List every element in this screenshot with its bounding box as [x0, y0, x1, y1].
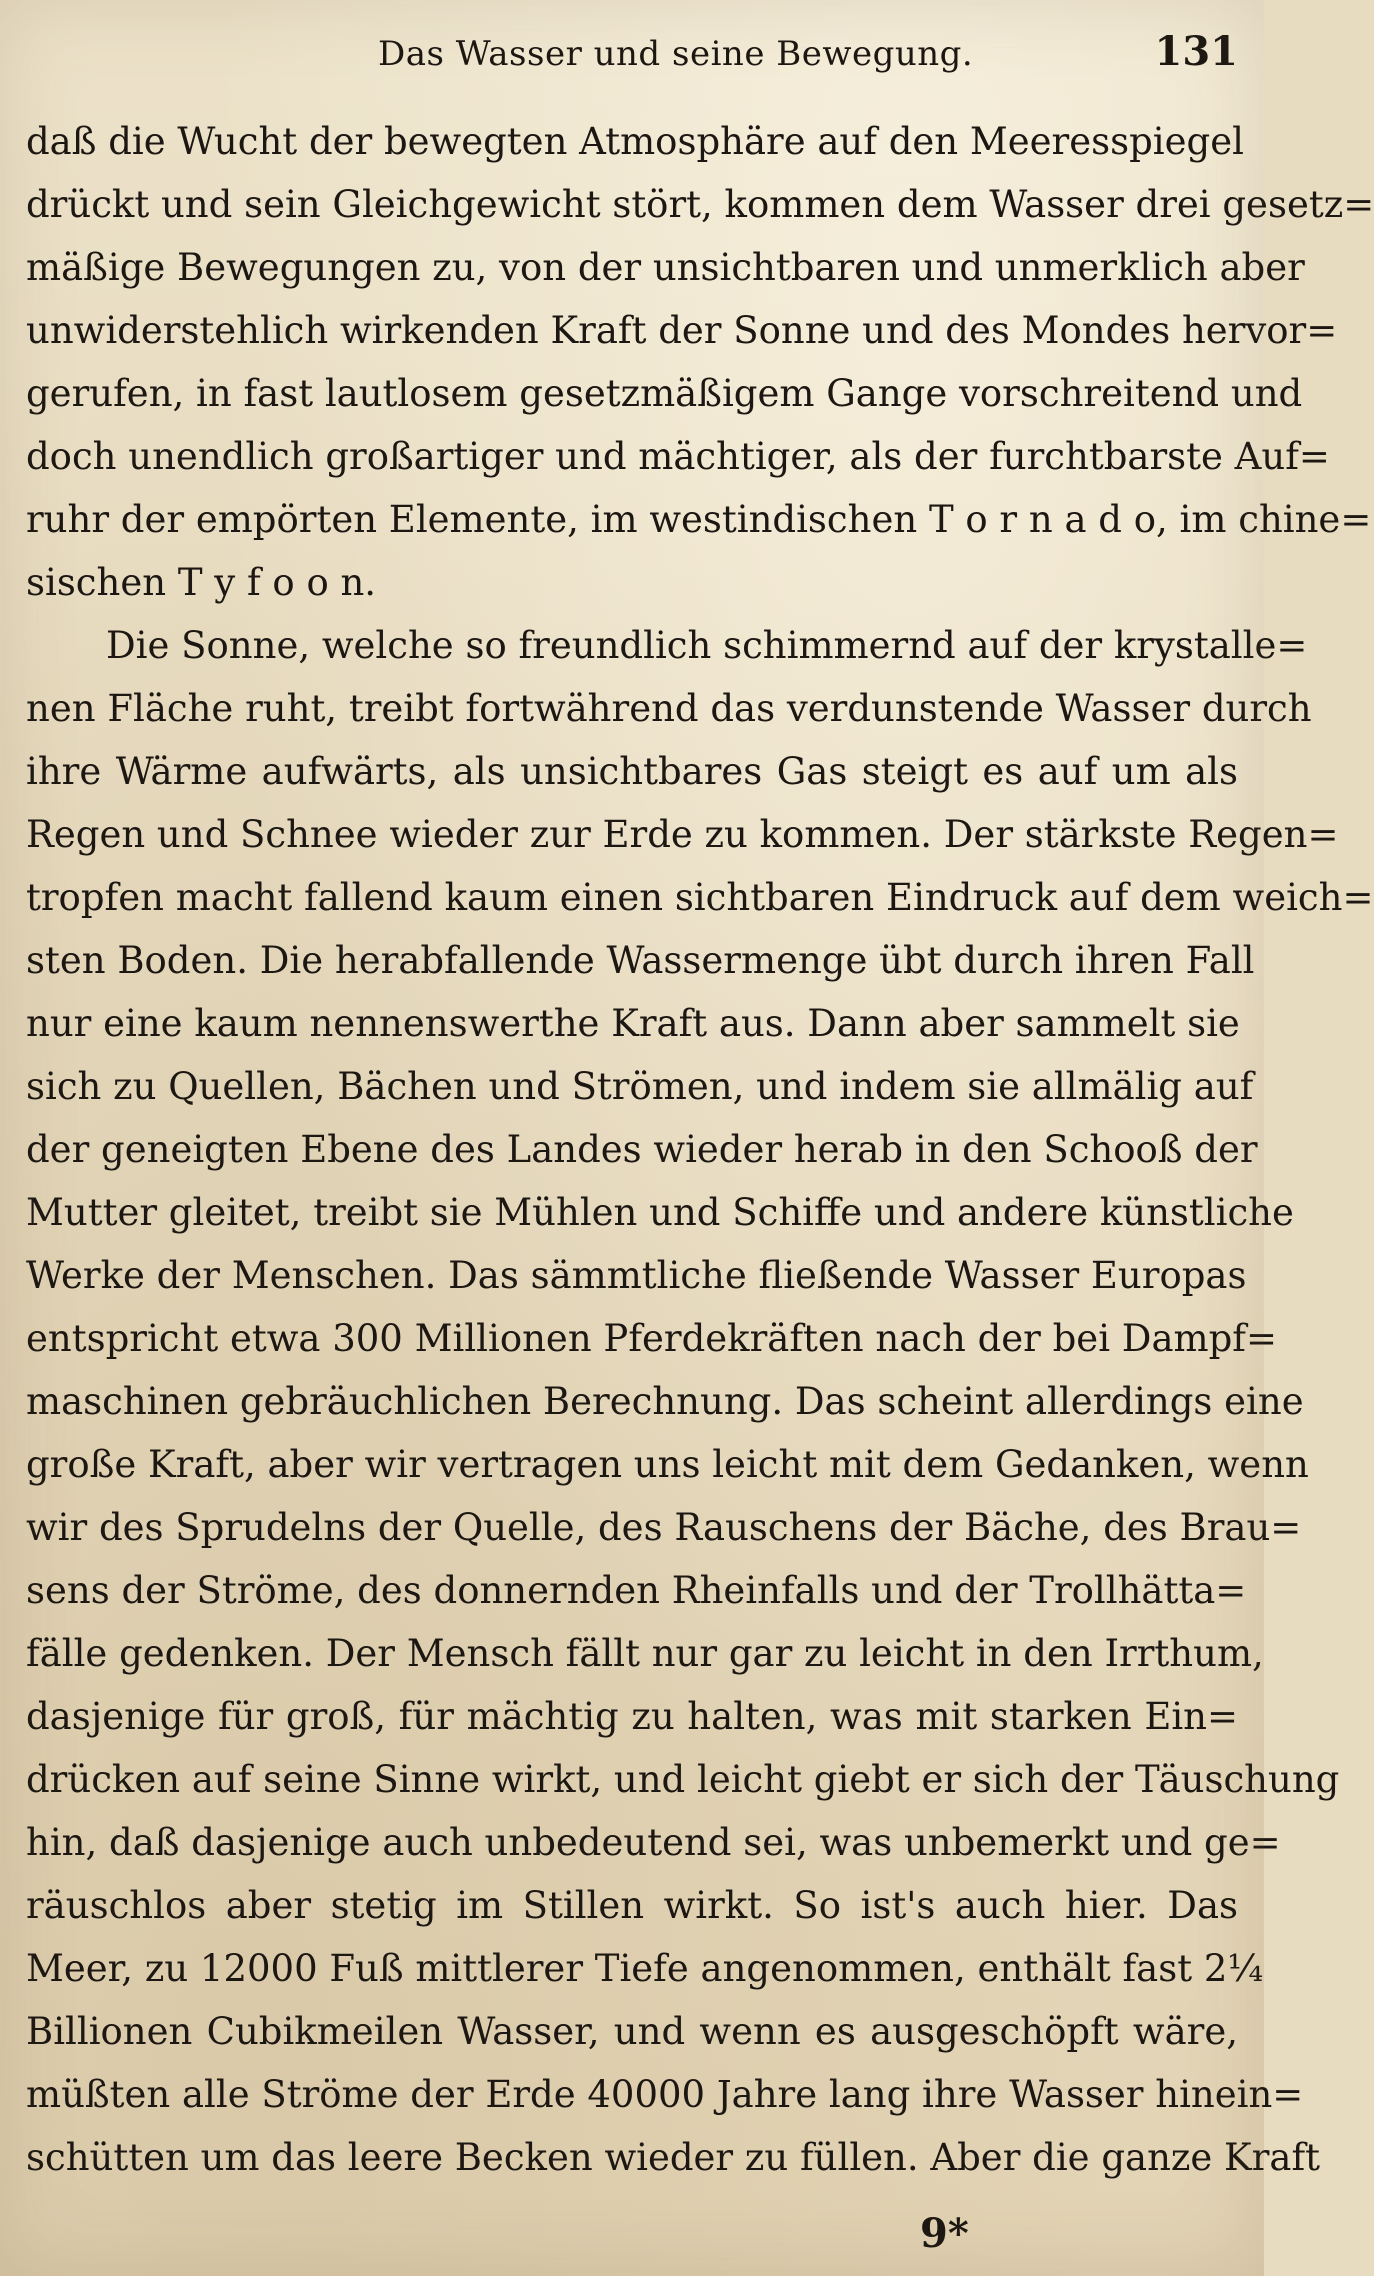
text-line: Billionen Cubikmeilen Wasser, und wenn es ausgeschöpft wäre,	[26, 2010, 1238, 2053]
text-line: Meer, zu 12000 Fuß mittlerer Tiefe angenommen, enthält fast 2¼	[26, 1947, 1264, 1990]
body-text	[26, 110, 1374, 2189]
text-line: drücken auf seine Sinne wirkt, und leicht giebt er sich der Täuschung	[26, 1758, 1340, 1801]
text-line: maschinen gebräuchlichen Berechnung. Das scheint allerdings eine	[26, 1380, 1304, 1423]
text-line: unwiderstehlich wirkenden Kraft der Sonne und des Mondes hervor=	[26, 309, 1338, 352]
text-line: mäßige Bewegungen zu, von der unsichtbaren und unmerklich aber	[26, 246, 1305, 289]
text-line: nen Fläche ruht, treibt fortwährend das verdunstende Wasser durch	[26, 687, 1312, 730]
text-line: sens der Ströme, des donnernden Rheinfalls und der Trollhätta=	[26, 1569, 1247, 1612]
text-line: wir des Sprudelns der Quelle, des Rauschens der Bäche, des Brau=	[26, 1506, 1302, 1549]
text-line: sten Boden. Die herabfallende Wassermenge übt durch ihren Fall	[26, 939, 1255, 982]
text-line: Die Sonne, welche so freundlich schimmernd auf der krystalle=	[106, 624, 1308, 667]
text-line: ihre Wärme aufwärts, als unsichtbares Gas steigt es auf um als	[26, 750, 1238, 793]
text-line: große Kraft, aber wir vertragen uns leicht mit dem Gedanken, wenn	[26, 1443, 1309, 1486]
running-head	[28, 22, 1238, 82]
text-line: Regen und Schnee wieder zur Erde zu kommen. Der stärkste Regen=	[26, 813, 1339, 856]
signature-mark: 9*	[920, 2210, 969, 2257]
text-line: entspricht etwa 300 Millionen Pferdekräften nach der bei Dampf=	[26, 1317, 1277, 1360]
text-line: fälle gedenken. Der Mensch fällt nur gar zu leicht in den Irrthum,	[26, 1632, 1264, 1675]
text-line: drückt und sein Gleichgewicht stört, kommen dem Wasser drei gesetz=	[26, 183, 1374, 226]
text-line: gerufen, in fast lautlosem gesetzmäßigem Gange vorschreitend und	[26, 372, 1303, 415]
text-line: schütten um das leere Becken wieder zu füllen. Aber die ganze Kraft	[26, 2136, 1321, 2179]
text-line: ruhr der empörten Elemente, im westindischen T o r n a d o, im chine=	[26, 498, 1372, 541]
text-line: räuschlos aber stetig im Stillen wirkt. So ist's auch hier. Das	[26, 1884, 1238, 1927]
text-line: der geneigten Ebene des Landes wieder herab in den Schooß der	[26, 1128, 1258, 1171]
text-line: Werke der Menschen. Das sämmtliche fließende Wasser Europas	[26, 1254, 1247, 1297]
text-line: doch unendlich großartiger und mächtiger, als der furchtbarste Auf=	[26, 435, 1330, 478]
text-line: Mutter gleitet, treibt sie Mühlen und Schiffe und andere künstliche	[26, 1191, 1294, 1234]
text-line: daß die Wucht der bewegten Atmosphäre auf den Meeresspiegel	[26, 120, 1244, 163]
text-line: dasjenige für groß, für mächtig zu halten, was mit starken Ein=	[26, 1695, 1238, 1738]
running-title: Das Wasser und seine Bewegung.	[378, 34, 974, 74]
page-number: 131	[1154, 28, 1238, 75]
text-line: tropfen macht fallend kaum einen sichtbaren Eindruck auf dem weich=	[26, 876, 1374, 919]
text-line: hin, daß dasjenige auch unbedeutend sei, was unbemerkt und ge=	[26, 1821, 1281, 1864]
text-line: sischen T y f o o n.	[26, 561, 377, 604]
text-line: sich zu Quellen, Bächen und Strömen, und indem sie allmälig auf	[26, 1065, 1254, 1108]
text-line: müßten alle Ströme der Erde 40000 Jahre lang ihre Wasser hinein=	[26, 2073, 1304, 2116]
text-line: nur eine kaum nennenswerthe Kraft aus. Dann aber sammelt sie	[26, 1002, 1240, 1045]
